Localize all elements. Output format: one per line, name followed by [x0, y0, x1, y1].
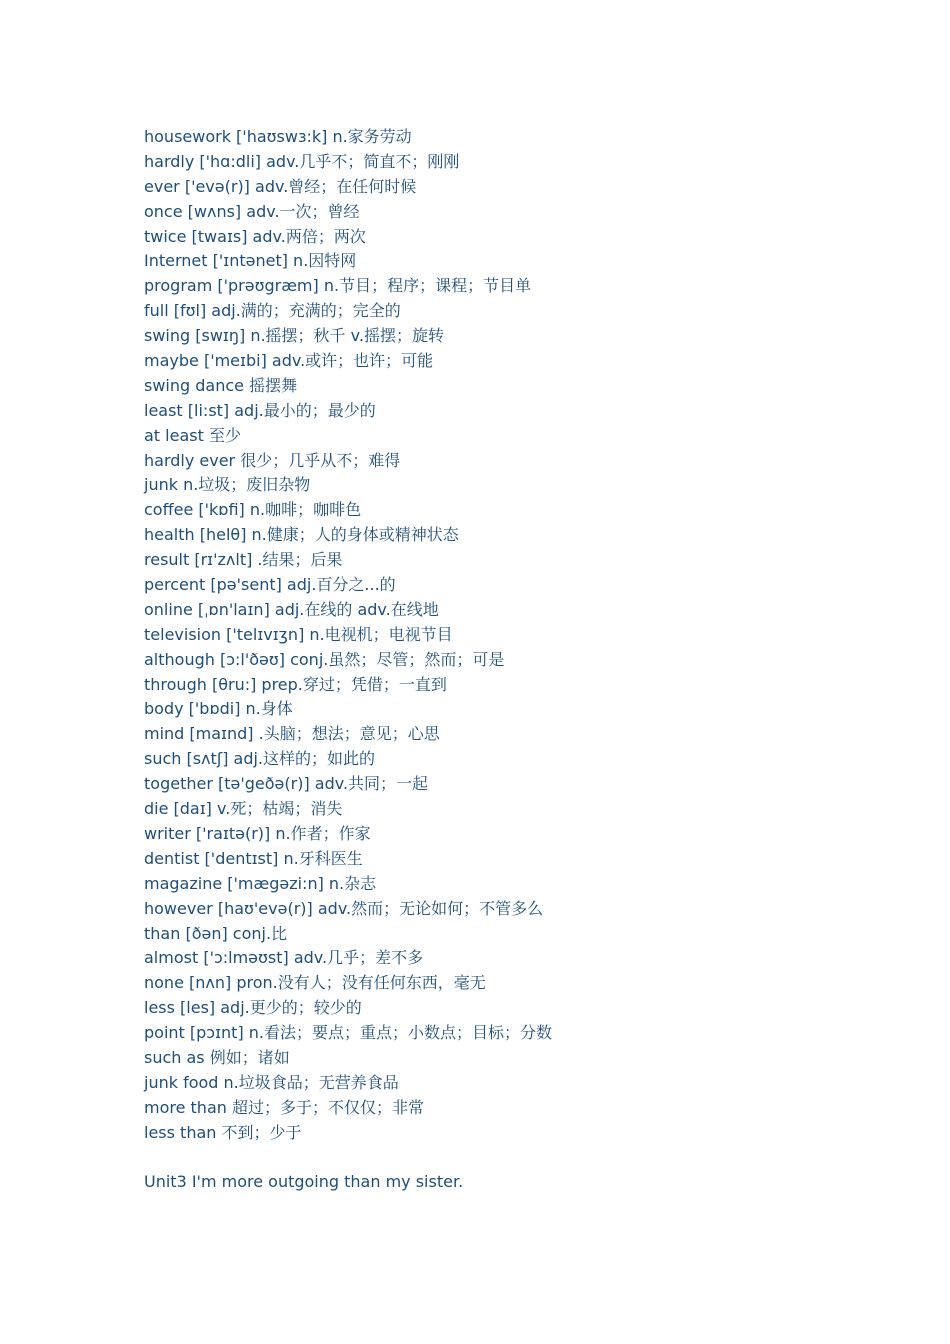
unit-heading: Unit3 I'm more outgoing than my sister.	[144, 1172, 464, 1191]
vocabulary-list	[144, 125, 552, 1146]
vocab-entry-internet: Internet ['ɪntənet] n.因特网	[144, 251, 357, 271]
vocab-entry-hardly-ever: hardly ever 很少；几乎从不；难得	[144, 450, 401, 470]
vocab-entry-die: die [daɪ] v.死；枯竭；消失	[144, 799, 343, 819]
vocab-entry-once: once [wʌns] adv.一次；曾经	[144, 201, 360, 221]
vocab-entry-together: together [tə'geðə(r)] adv.共同；一起	[144, 774, 429, 794]
vocab-entry-swing: swing [swɪŋ] n.摇摆；秋千 v.摇摆；旋转	[144, 326, 444, 346]
vocab-entry-percent: percent [pə'sent] adj.百分之...的	[144, 575, 396, 595]
vocab-entry-less: less [les] adj.更少的；较少的	[144, 998, 362, 1018]
vocab-entry-housework: housework ['haʊswɜ:k] n.家务劳动	[144, 127, 412, 146]
vocab-entry-result: result [rɪ'zʌlt] .结果；后果	[144, 550, 343, 570]
vocab-entry-however: however [haʊ'evə(r)] adv.然而；无论如何；不管多么	[144, 898, 544, 918]
vocab-entry-magazine: magazine ['mægəzi:n] n.杂志	[144, 873, 377, 893]
vocab-entry-health: health [helθ] n.健康；人的身体或精神状态	[144, 525, 459, 545]
vocab-entry-writer: writer ['raɪtə(r)] n.作者；作家	[144, 823, 371, 843]
vocab-entry-program: program ['prəʊgræm] n.节目；程序；课程；节目单	[144, 276, 532, 296]
vocab-entry-although: although [ɔ:l'ðəʊ] conj.虽然；尽管；然而；可是	[144, 649, 505, 669]
vocab-entry-dentist: dentist ['dentɪst] n.牙科医生	[144, 848, 363, 868]
vocab-entry-least: least [li:st] adj.最小的；最少的	[144, 400, 376, 420]
vocab-entry-more-than: more than 超过；多于；不仅仅；非常	[144, 1097, 424, 1117]
vocab-entry-maybe: maybe ['meɪbi] adv.或许；也许；可能	[144, 351, 434, 371]
vocab-entry-swing-dance: swing dance 摇摆舞	[144, 375, 298, 395]
vocab-entry-body: body ['bɒdi] n.身体	[144, 699, 293, 719]
vocab-entry-junk-food: junk food n.垃圾食品；无营养食品	[144, 1072, 399, 1092]
vocab-entry-coffee: coffee ['kɒfi] n.咖啡；咖啡色	[144, 500, 362, 520]
vocab-entry-through: through [θru:] prep.穿过；凭借；一直到	[144, 674, 447, 694]
vocab-entry-than: than [ðən] conj.比	[144, 923, 288, 943]
vocab-entry-full: full [fʊl] adj.满的；充满的；完全的	[144, 301, 401, 321]
vocab-entry-almost: almost ['ɔ:lməʊst] adv.几乎；差不多	[144, 948, 424, 968]
vocab-entry-such: such [sʌtʃ] adj.这样的；如此的	[144, 749, 376, 769]
vocab-entry-television: television ['telɪvɪʒn] n.电视机；电视节目	[144, 624, 453, 644]
vocab-entry-mind: mind [maɪnd] .头脑；想法；意见；心思	[144, 724, 440, 744]
vocab-entry-online: online [ˌɒn'laɪn] adj.在线的 adv.在线地	[144, 599, 439, 619]
vocab-entry-hardly: hardly ['hɑ:dli] adv.几乎不；简直不；刚刚	[144, 151, 460, 171]
vocab-entry-at-least: at least 至少	[144, 425, 241, 445]
vocab-entry-junk: junk n.垃圾；废旧杂物	[144, 475, 311, 495]
vocab-entry-none: none [nʌn] pron.没有人；没有任何东西，毫无	[144, 973, 486, 993]
vocab-entry-twice: twice [twaɪs] adv.两倍；两次	[144, 226, 366, 246]
vocab-entry-ever: ever ['evə(r)] adv.曾经；在任何时候	[144, 176, 417, 196]
vocab-entry-less-than: less than 不到；少于	[144, 1122, 302, 1142]
vocab-entry-such-as: such as 例如；诸如	[144, 1047, 290, 1067]
vocab-entry-point: point [pɔɪnt] n.看法；要点；重点；小数点；目标；分数	[144, 1023, 552, 1043]
